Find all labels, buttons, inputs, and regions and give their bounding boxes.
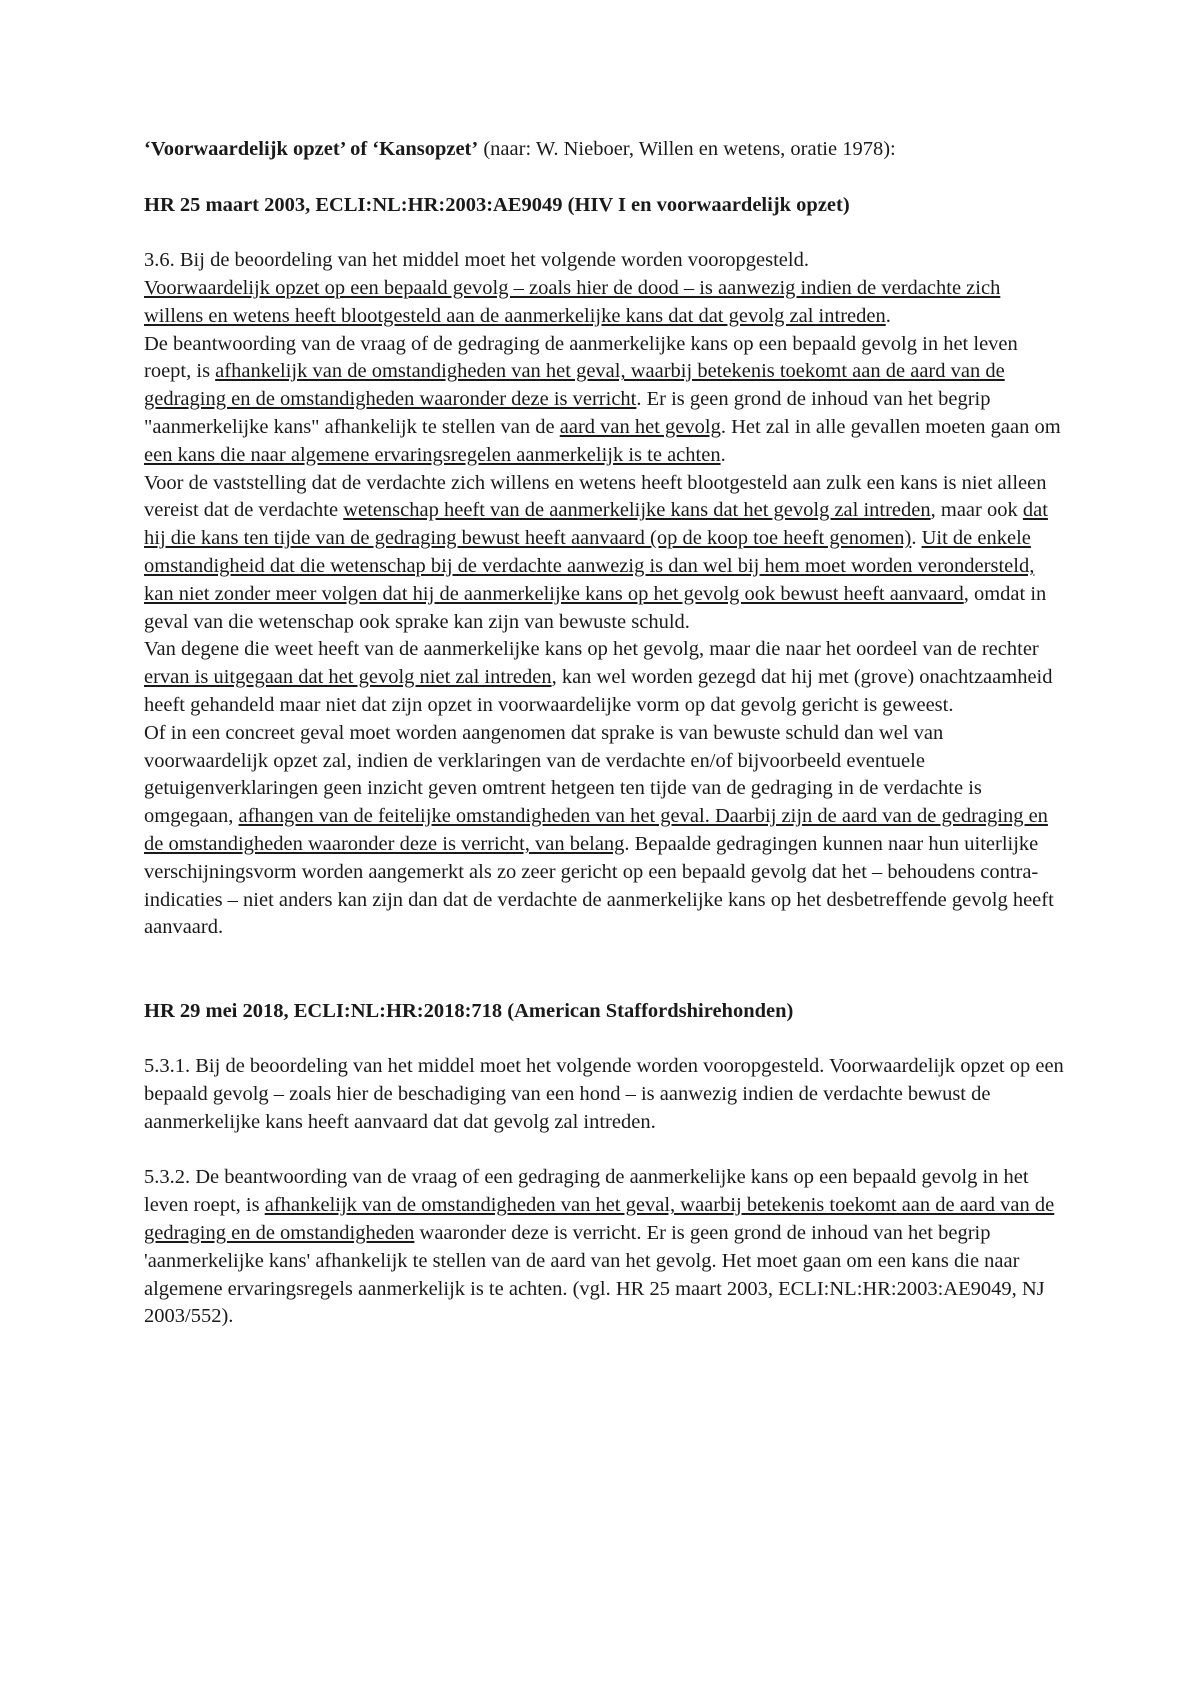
underlined-text: afhankelijk van de omstandigheden van het geval, waarbij betekenis toekomt aan de aard van de gedraging en de omstandigheden waaronder deze is verricht xyxy=(144,360,1005,411)
case1-para-bewuste-schuld: Van degene die weet heeft van de aanmerkelijke kans op het gevolg, maar die naar het oordeel van de rechter ervan is uitgegaan dat het gevolg niet zal intreden, kan wel worden gezegd dat hij met (grove) onachtzaamheid heeft gehandeld maar niet dat zijn opzet in voorwaardelijke vorm op dat gevolg gericht is geweest. xyxy=(144,638,1053,716)
document-page xyxy=(144,136,1064,1331)
underlined-text: ervan is uitgegaan dat het gevolg niet zal intreden xyxy=(144,666,552,689)
intro-title: ‘Voorwaardelijk opzet’ of ‘Kansopzet’ xyxy=(144,138,479,160)
spacer xyxy=(144,1026,1064,1054)
underlined-text: aard van het gevolg xyxy=(559,415,721,438)
underlined-text: Voorwaardelijk opzet op een bepaald gevolg – zoals hier de dood – is aanwezig indien de verdachte zich willens en wetens heeft blootgesteld aan de aanmerkelijke kans dat dat gevolg zal intreden xyxy=(144,276,1001,327)
underlined-text: afhangen van de feitelijke omstandigheden van het geval. Daarbij zijn de aard van de gedraging en de omstandigheden waaronder deze is verricht, van belang xyxy=(144,805,1048,855)
underlined-text: dat hij die kans ten tijde van de gedraging bewust heeft aanvaard (op de koop toe heeft genomen) xyxy=(144,499,1048,550)
case2-para-5-3-2: 5.3.2. De beantwoording van de vraag of een gedraging de aanmerkelijke kans op een bepaald gevolg in het leven roept, is afhankelijk van de omstandigheden van het geval, waarbij betekenis toekomt aan de aard van de gedraging en de omstandigheden waaronder deze is verricht. Er is geen grond de inhoud van het begrip 'aanmerkelijke kans' afhankelijk te stellen van de aard van het gevolg. Het moet gaan om een kans die naar algemene ervaringsregels aanmerkelijk is te achten. (vgl. HR 25 maart 2003, ECLI:NL:HR:2003:AE9049, NJ 2003/552). xyxy=(144,1166,1055,1328)
case1-para-concreet-geval: Of in een concreet geval moet worden aangenomen dat sprake is van bewuste schuld dan wel van voorwaardelijk opzet zal, indien de verklaringen van de verdachte en/of bijvoorbeeld eventuele getuigenverklaringen geen inzicht geven omtrent hetgeen ten tijde van de gedraging in de verdachte is omgegaan, afhangen van de feitelijke omstandigheden van het geval. Daarbij zijn de aard van de gedraging en de omstandigheden waaronder deze is verricht, van belang. Bepaalde gedragingen kunnen naar hun uiterlijke verschijningsvorm worden aangemerkt als zo zeer gericht op een bepaald gevolg dat het – behoudens contra-indicaties – niet anders kan zijn dan dat de verdachte de aanmerkelijke kans op het desbetreffende gevolg heeft aanvaard. xyxy=(144,721,1054,939)
case1-para-definition: Voorwaardelijk opzet op een bepaald gevolg – zoals hier de dood – is aanwezig indien de verdachte zich willens en wetens heeft blootgesteld aan de aanmerkelijke kans dat dat gevolg zal intreden. xyxy=(144,276,1001,327)
spacer xyxy=(144,942,1064,998)
case2-para-5-3-1: 5.3.1. Bij de beoordeling van het middel moet het volgende worden vooropgesteld. Voorwaardelijk opzet op een bepaald gevolg – zoals hier de beschadiging van een hond – is aanwezig indien de verdachte bewust de aanmerkelijke kans heeft aanvaard dat dat gevolg zal intreden. xyxy=(144,1055,1064,1133)
intro-line xyxy=(144,136,1064,164)
underlined-text: afhankelijk van de omstandigheden van het geval, waarbij betekenis toekomt aan de aard van de gedraging en de omstandigheden xyxy=(144,1194,1055,1245)
intro-source: (naar: W. Nieboer, Willen en wetens, oratie 1978): xyxy=(478,138,896,160)
underlined-text: Uit de enkele omstandigheid dat die wetenschap bij de verdachte aanwezig is dan wel bij hem moet worden verondersteld, kan niet zonder meer volgen dat hij de aanmerkelijke kans op het gevolg ook bewust heeft aanvaard xyxy=(144,527,1035,605)
case1-para-aanmerkelijke-kans: De beantwoording van de vraag of de gedraging de aanmerkelijke kans op een bepaald gevolg in het leven roept, is afhankelijk van de omstandigheden van het geval, waarbij betekenis toekomt aan de aard van de gedraging en de omstandigheden waaronder deze is verricht. Er is geen grond de inhoud van het begrip "aanmerkelijke kans" afhankelijk te stellen van de aard van het gevolg. Het zal in alle gevallen moeten gaan om een kans die naar algemene ervaringsregelen aanmerkelijk is te achten. xyxy=(144,332,1061,466)
case1-para-3-6: 3.6. Bij de beoordeling van het middel moet het volgende worden vooropgesteld. xyxy=(144,249,809,272)
spacer xyxy=(144,164,1064,192)
spacer xyxy=(144,1137,1064,1165)
case1-para-willens-wetens: Voor de vaststelling dat de verdachte zich willens en wetens heeft blootgesteld aan zulk een kans is niet alleen vereist dat de verdachte wetenschap heeft van de aanmerkelijke kans dat het gevolg zal intreden, maar ook dat hij die kans ten tijde van de gedraging bewust heeft aanvaard (op de koop toe heeft genomen). Uit de enkele omstandigheid dat die wetenschap bij de verdachte aanwezig is dan wel bij hem moet worden verondersteld, kan niet zonder meer volgen dat hij de aanmerkelijke kans op het gevolg ook bewust heeft aanvaard, omdat in geval van die wetenschap ook sprake kan zijn van bewuste schuld. xyxy=(144,471,1048,633)
underlined-text: een kans die naar algemene ervaringsregelen aanmerkelijk is te achten xyxy=(144,443,721,466)
case2-heading: HR 29 mei 2018, ECLI:NL:HR:2018:718 (American Staffordshirehonden) xyxy=(144,999,794,1022)
case1-heading: HR 25 maart 2003, ECLI:NL:HR:2003:AE9049 (HIV I en voorwaardelijk opzet) xyxy=(144,193,850,216)
spacer xyxy=(144,219,1064,247)
underlined-text: wetenschap heeft van de aanmerkelijke kans dat het gevolg zal intreden xyxy=(343,499,931,522)
